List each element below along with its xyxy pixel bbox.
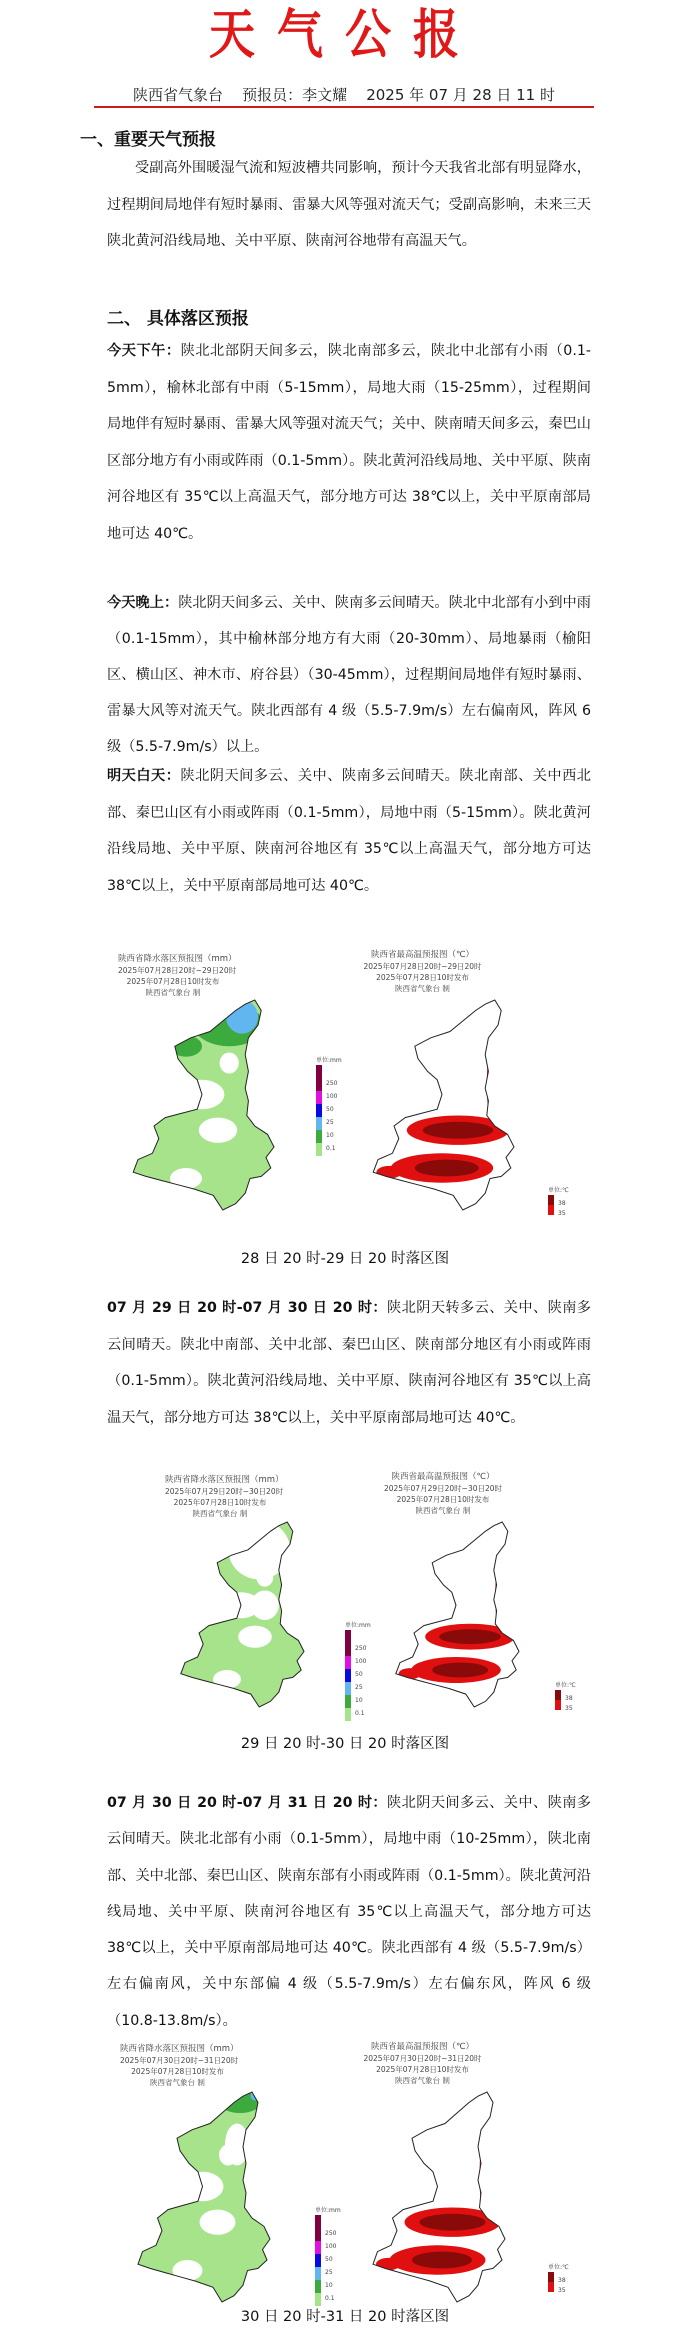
high-temp-area <box>480 2138 489 2214</box>
high-temp-area <box>399 1668 421 1679</box>
temp-map-header <box>360 2042 485 2086</box>
legend-label: 35 <box>558 2287 566 2294</box>
map-caption-3: 30 日 20 时-31 日 20 时落区图 <box>240 2309 450 2325</box>
precipitation-map <box>178 1522 318 1707</box>
temp-map-title: 陕西省最高温预报图（℃） <box>370 2042 475 2052</box>
legend-swatch <box>315 2254 321 2267</box>
bulletin-meta <box>94 84 594 105</box>
legend-label: 38 <box>565 1695 573 1702</box>
legend-swatch <box>316 1078 322 1091</box>
legend-label: 38 <box>558 1200 566 1207</box>
agency: 陕西省气象台 <box>133 86 224 104</box>
rain-map-header <box>118 954 237 998</box>
precipitation-map <box>135 2092 285 2302</box>
legend-swatch <box>345 1669 351 1682</box>
rain-map-maker: 陕西省气象台 制 <box>145 988 201 997</box>
legend-label: 50 <box>326 1106 334 1113</box>
rain-area <box>213 1670 241 1689</box>
precipitation-map <box>130 1000 290 1210</box>
important-forecast-text: 受副高外围暖湿气流和短波槽共同影响，预计今天我省北部有明显降水，过程期间局地伴有短时暴雨、雷暴大风等强对流天气；受副高影响，未来三天陕北黄河沿线局地、关中平原、陕南河谷地带有高温天气。 <box>107 160 591 249</box>
legend-swatch <box>316 1104 322 1117</box>
legend-unit: 单位:℃ <box>555 1682 576 1689</box>
legend-label: 10 <box>355 1697 363 1704</box>
temp-map-maker: 陕西省气象台 制 <box>395 2076 450 2085</box>
legend-swatch <box>345 1695 351 1708</box>
legend-swatch <box>548 2272 554 2282</box>
map-caption-2: 29 日 20 时-30 日 20 时落区图 <box>240 1736 450 1752</box>
legend-label: 0.1 <box>325 2295 335 2302</box>
temp-map-maker: 陕西省气象台 制 <box>415 1506 471 1515</box>
legend-label: 50 <box>325 2256 333 2263</box>
temp-map-issued: 2025年07月28日10时发布 <box>376 2065 469 2074</box>
legend-unit: 单位:mm <box>316 1057 342 1064</box>
high-temp-area <box>495 1563 503 1630</box>
legend-label: 35 <box>558 1210 566 1217</box>
rain-map-title: 陕西省降水落区预报图（mm） <box>118 954 237 964</box>
temp-map-issued: 2025年07月28日10时发布 <box>396 1495 490 1504</box>
high-temp-area <box>487 1046 497 1122</box>
header-rule <box>94 106 594 108</box>
temp-map-maker: 陕西省气象台 制 <box>395 984 450 993</box>
rain-area <box>170 1168 202 1189</box>
legend-label: 0.1 <box>355 1710 365 1717</box>
high-temp-area <box>420 2214 486 2231</box>
legend-swatch <box>315 2241 321 2254</box>
legend-label: 250 <box>325 2230 337 2237</box>
rain-area <box>251 1590 279 1620</box>
map-caption-1: 28 日 20 时-29 日 20 时落区图 <box>240 1251 450 1267</box>
temperature-map <box>393 1522 533 1707</box>
map-set-3 <box>0 2040 690 2310</box>
rain-area <box>228 1520 290 1579</box>
legend-label: 35 <box>565 1705 573 1712</box>
period-tonight <box>107 585 591 765</box>
legend-label: 25 <box>325 2269 333 2276</box>
rain-map-maker: 陕西省气象台 制 <box>192 1509 248 1518</box>
period-label: 今天晚上： <box>107 595 179 611</box>
high-temp-area <box>423 1122 493 1139</box>
legend-swatch <box>315 2293 321 2306</box>
period-label: 今天下午： <box>107 343 181 359</box>
high-temp-area <box>439 1629 501 1644</box>
rain-map-period: 2025年07月28日20时~29日20时 <box>118 966 237 975</box>
legend-swatch <box>345 1643 351 1656</box>
section-heading-detailed: 二、 具体落区预报 <box>107 309 249 329</box>
legend-swatch <box>555 1690 561 1700</box>
legend-unit: 单位:℃ <box>548 2264 569 2271</box>
temperature-map <box>370 1000 530 1210</box>
high-temp-area <box>415 1160 479 1177</box>
period-day3 <box>107 1290 591 1436</box>
legend-swatch <box>555 1700 561 1710</box>
legend-swatch <box>316 1143 322 1156</box>
period-tomorrow <box>107 758 591 904</box>
legend-swatch <box>548 2282 554 2292</box>
legend-swatch <box>315 2267 321 2280</box>
legend-label: 250 <box>326 1080 338 1087</box>
legend-label: 0.1 <box>326 1145 336 1152</box>
legend-unit: 单位:mm <box>345 1622 371 1629</box>
period-body: 陕北北部阴天间多云，陕北南部多云，陕北中北部有小雨（0.1-5mm），榆林北部有中雨（5-15mm），局地大雨（15-25mm），过程期间局地伴有短时暴雨、雷暴大风等强对流天气；关中、陕南晴天间多云，秦巴山区部分地方有小雨或阵雨（0.1-5mm）。陕北黄河沿线局地、关中平原、陕南河谷地区有 35℃以上高温天气，部分地方可达 38℃以上，关中平原南部局地可达 40℃。 <box>107 343 591 542</box>
legend-swatch <box>316 1091 322 1104</box>
period-body: 陕北阴天间多云、关中、陕南多云间晴天。陕北北部有小雨（0.1-5mm），局地中雨（10-25mm），陕北南部、关中北部、秦巴山区、陕南东部有小雨或阵雨（0.1-5mm）。陕北黄河沿线局地、关中平原、陕南河谷地区有 35℃以上高温天气，部分地方可达 38℃以上，关中平原南部局地可达 40℃。陕北西部有 4 级（5.5-7.9m/s）左右偏南风，关中东部偏 4 级（5.5-7.9m/s）左右偏东风，阵风 6 级（10.8-13.8m/s）。 <box>107 1795 591 2029</box>
temp-map-period: 2025年07月29日20时~30日20时 <box>383 1484 503 1493</box>
legend-label: 250 <box>355 1645 367 1652</box>
legend-swatch <box>316 1130 322 1143</box>
legend-swatch <box>345 1682 351 1695</box>
temperature-map <box>370 2092 520 2302</box>
rain-map-title: 陕西省降水落区预报图（mm） <box>165 1475 284 1485</box>
legend-label: 100 <box>326 1093 338 1100</box>
period-label: 07 月 30 日 20 时-07 月 31 日 20 时： <box>107 1795 388 1811</box>
legend-swatch <box>316 1117 322 1130</box>
legend-swatch <box>345 1630 351 1643</box>
legend-label: 38 <box>558 2277 566 2284</box>
rain-map-issued: 2025年07月28日10时发布 <box>131 2067 224 2076</box>
rain-area <box>199 1118 237 1143</box>
rain-map-header <box>165 1475 284 1519</box>
rain-area <box>251 2092 260 2100</box>
legend-swatch <box>315 2228 321 2241</box>
legend-label: 100 <box>325 2243 337 2250</box>
high-temp-area <box>376 1166 402 1179</box>
rain-map-period: 2025年07月30日20时~31日20时 <box>120 2056 239 2065</box>
legend-swatch <box>548 1205 554 1215</box>
period-label: 明天白天： <box>107 768 181 784</box>
period-afternoon <box>107 333 591 552</box>
legend-label: 10 <box>326 1132 334 1139</box>
legend-swatch <box>315 2215 321 2228</box>
temp-map-title: 陕西省最高温预报图（℃） <box>391 1472 495 1482</box>
rain-map-issued: 2025年07月28日10时发布 <box>126 977 220 986</box>
legend-label: 100 <box>355 1658 367 1665</box>
rain-area <box>238 1626 272 1648</box>
legend-label: 50 <box>355 1671 363 1678</box>
legend-swatch <box>316 1065 322 1078</box>
rain-map-header <box>120 2044 239 2088</box>
rain-area <box>226 1000 258 1034</box>
legend-swatch <box>548 1195 554 1205</box>
rain-map-title: 陕西省降水落区预报图（mm） <box>120 2044 239 2054</box>
temp-map-header <box>360 950 485 994</box>
temp-map-period: 2025年07月30日20时~31日20时 <box>363 2054 482 2063</box>
period-body: 陕北阴天间多云、关中、陕南多云间晴天。陕北南部、关中西北部、秦巴山区有小雨或阵雨（0.1-5mm），局地中雨（5-15mm）。陕北黄河沿线局地、关中平原、陕南河谷地区有 35℃以上高温天气，部分地方可达 38℃以上，关中平原南部局地可达 40℃。 <box>107 768 591 894</box>
high-temp-area <box>412 2252 472 2269</box>
issue-time: 2025 年 07 月 28 日 11 时 <box>366 86 555 104</box>
rain-map-issued: 2025年07月28日10时发布 <box>173 1498 267 1507</box>
legend-unit: 单位:℃ <box>548 1187 569 1194</box>
period-label: 07 月 29 日 20 时-07 月 30 日 20 时： <box>107 1300 388 1316</box>
temp-map-period: 2025年07月28日20时~29日20时 <box>363 962 482 971</box>
temp-map-issued: 2025年07月28日10时发布 <box>376 973 469 982</box>
map-set-1 <box>0 940 690 1240</box>
rain-map-maker: 陕西省气象台 制 <box>150 2078 205 2087</box>
rain-area <box>200 2210 236 2235</box>
rain-map-period: 2025年07月29日20时~30日20时 <box>165 1487 284 1496</box>
high-temp-area <box>376 2258 400 2271</box>
legend-swatch <box>345 1708 351 1721</box>
period-day4 <box>107 1785 591 2039</box>
legend-label: 25 <box>326 1119 334 1126</box>
rain-area <box>173 2260 203 2281</box>
section-heading-important: 一、重要天气预报 <box>80 130 216 150</box>
rain-area <box>220 1053 239 1074</box>
forecaster: 预报员：李文耀 <box>242 86 348 104</box>
temp-map-title: 陕西省最高温预报图（℃） <box>370 950 475 960</box>
legend-label: 25 <box>355 1684 363 1691</box>
legend-swatch <box>315 2280 321 2293</box>
bulletin-title: 天气公报 <box>209 2 481 66</box>
period-body: 陕北阴天间多云、关中、陕南多云间晴天。陕北中北部有小到中雨（0.1-15mm），其中榆林部分地方有大雨（20-30mm）、局地暴雨（榆阳区、横山区、神木市、府谷县）（30-45mm），过程期间局地伴有短时暴雨、雷暴大风等对流天气。陕北西部有 4 级（5.5-7.9m/s）左右偏南风，阵风 6 级（5.5-7.9m/s）以上。 <box>107 595 591 755</box>
legend-swatch <box>345 1656 351 1669</box>
legend-label: 10 <box>325 2282 333 2289</box>
temp-map-header <box>383 1472 503 1516</box>
period-body: 陕北阴天转多云、关中、陕南多云间晴天。陕北中南部、关中北部、秦巴山区、陕南部分地区有小雨或阵雨（0.1-5mm）。陕北黄河沿线局地、关中平原、陕南河谷地区有 35℃以上高温天气，部分地方可达 38℃以上，关中平原南部局地可达 40℃。 <box>107 1300 591 1426</box>
high-temp-area <box>432 1663 488 1678</box>
legend-unit: 单位:mm <box>315 2207 341 2214</box>
